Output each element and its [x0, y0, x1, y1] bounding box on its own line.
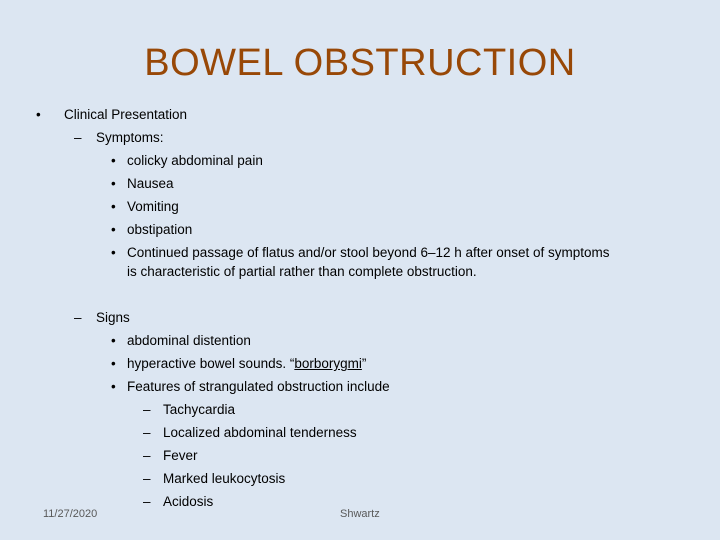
signs-label: Signs	[96, 310, 130, 325]
symptoms-label: Symptoms:	[96, 130, 164, 145]
footer-date: 11/27/2020	[43, 508, 98, 520]
dash: –	[143, 471, 151, 486]
dash: –	[143, 402, 151, 417]
bullet: •	[111, 379, 116, 394]
symptom-item: colicky abdominal pain	[127, 153, 263, 168]
dash: –	[143, 494, 151, 509]
sign-item: abdominal distention	[127, 333, 251, 348]
strangulation-feature: Fever	[163, 448, 198, 463]
symptom-item: Vomiting	[127, 199, 179, 214]
bullet: •	[111, 153, 116, 168]
bullet: •	[111, 245, 116, 260]
bullet: •	[111, 333, 116, 348]
footer-source: Shwartz	[340, 508, 380, 520]
borborygmi-term: borborygmi	[294, 356, 362, 371]
bullet: •	[111, 199, 116, 214]
strangulation-feature: Localized abdominal tenderness	[163, 425, 357, 440]
clinical-presentation-heading: Clinical Presentation	[64, 107, 188, 122]
sign-item: Features of strangulated obstruction include	[127, 379, 390, 394]
bullet: •	[111, 222, 116, 237]
symptom-item: Continued passage of flatus and/or stool beyond 6–12 h after onset of symptoms	[127, 245, 610, 260]
dash: –	[143, 425, 151, 440]
dash: –	[74, 310, 82, 325]
bullet: •	[111, 176, 116, 191]
symptom-item-continuation: is characteristic of partial rather than complete obstruction.	[127, 264, 477, 279]
symptom-item: obstipation	[127, 222, 193, 237]
dash: –	[143, 448, 151, 463]
bowel-sounds-prefix: hyperactive bowel sounds. “	[127, 356, 295, 371]
strangulation-feature: Marked leukocytosis	[163, 471, 286, 486]
bowel-sounds-suffix: ”	[361, 356, 367, 371]
strangulation-feature: Tachycardia	[163, 402, 236, 417]
sign-item-bowel-sounds	[127, 356, 366, 371]
dash: –	[74, 130, 82, 145]
slide-title: BOWEL OBSTRUCTION	[144, 42, 576, 84]
symptom-item: Nausea	[127, 176, 174, 191]
bullet: •	[111, 356, 116, 371]
strangulation-feature: Acidosis	[163, 494, 214, 509]
bullet: •	[36, 107, 41, 122]
